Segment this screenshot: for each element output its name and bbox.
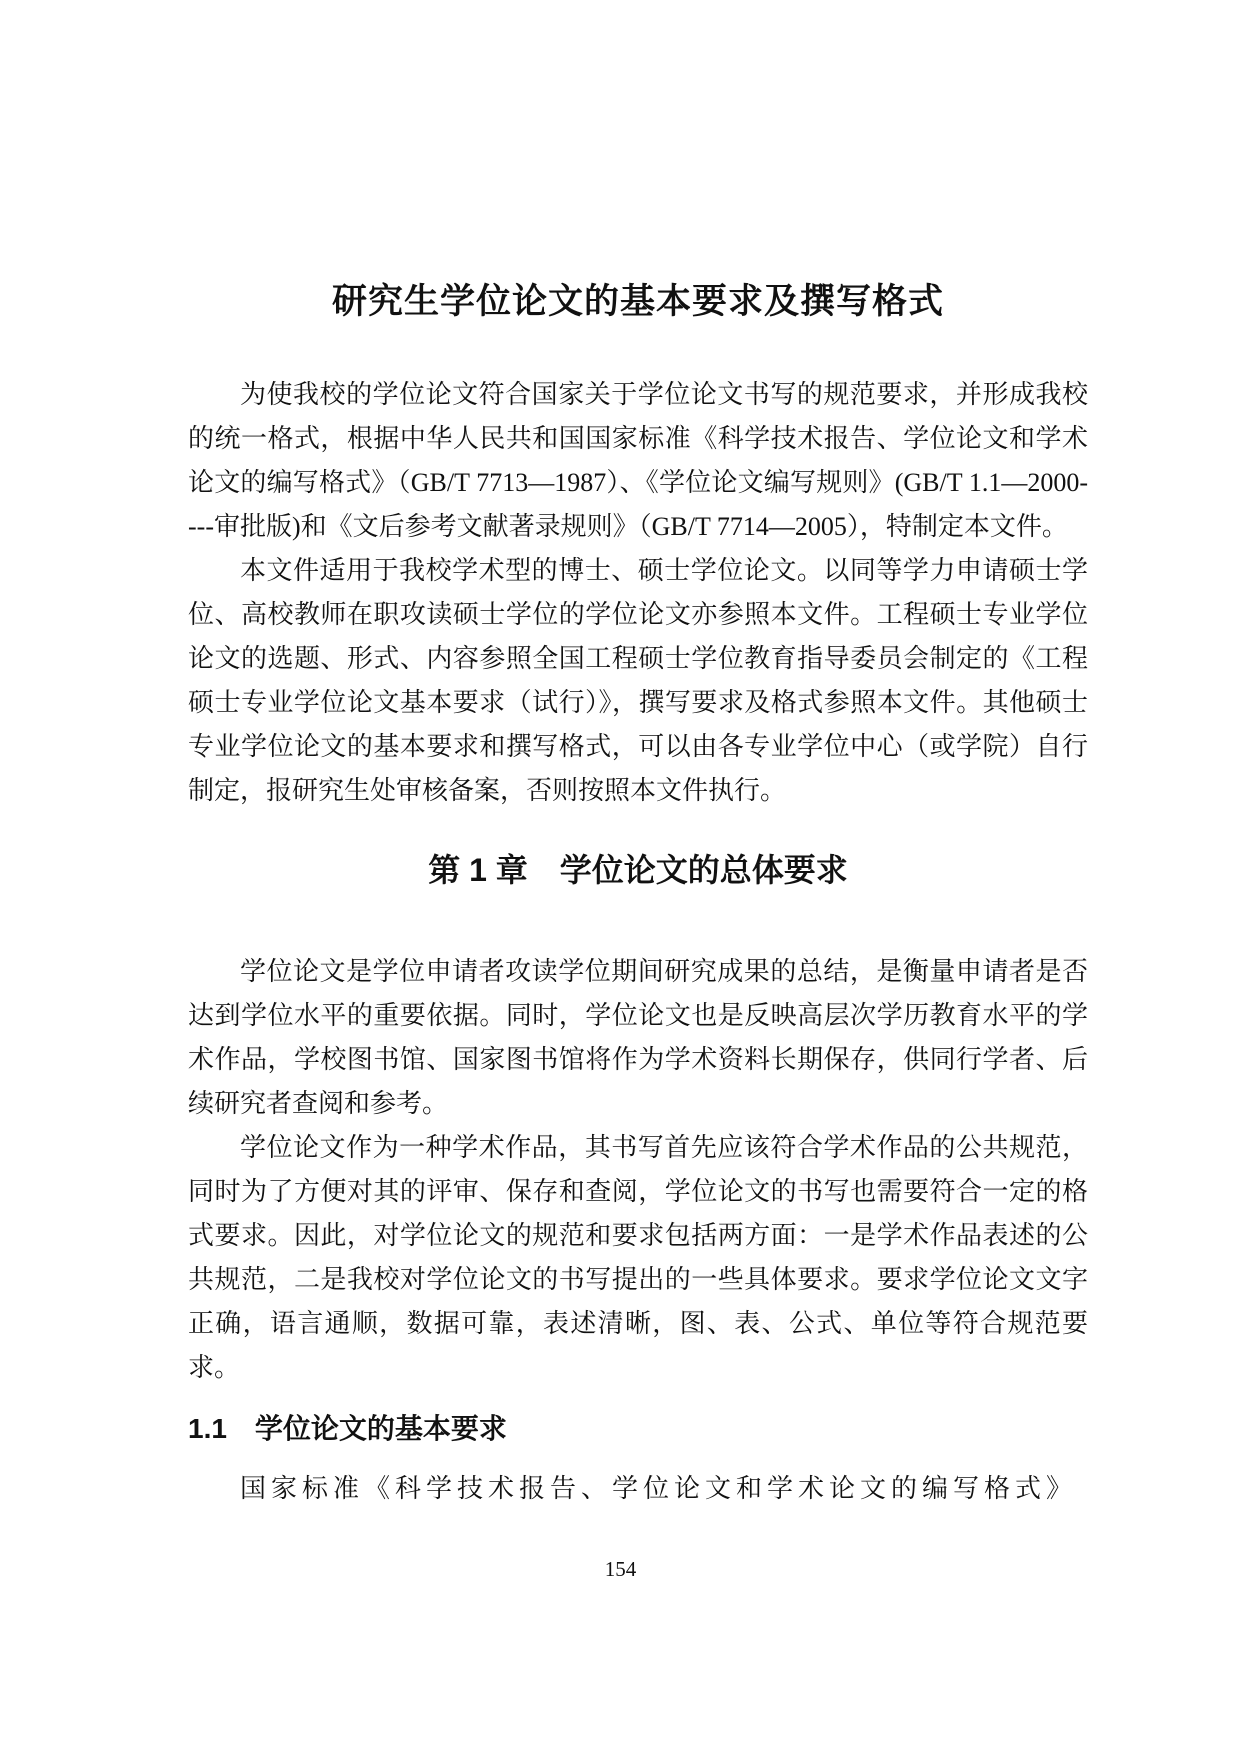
chapter-1-paragraph-2: 学位论文作为一种学术作品，其书写首先应该符合学术作品的公共规范，同时为了方便对其的评审、保存和查阅，学位论文的书写也需要符合一定的格式要求。因此，对学位论文的规范和要求包括两方面：一是学术作品表述的公共规范，二是我校对学位论文的书写提出的一些具体要求。要求学位论文文字正确，语言通顺，数据可靠，表述清晰，图、表、公式、单位等符合规范要求。	[188, 1133, 1088, 1382]
chapter-1-paragraph-1: 学位论文是学位申请者攻读学位期间研究成果的总结，是衡量申请者是否达到学位水平的重要依据。同时，学位论文也是反映高层次学历教育水平的学术作品，学校图书馆、国家图书馆将作为学术资料长期保存，供同行学者、后续研究者查阅和参考。	[188, 957, 1088, 1118]
document-title: 研究生学位论文的基本要求及撰写格式	[331, 282, 944, 321]
section-1-1-heading: 1.1 学位论文的基本要求	[188, 1413, 507, 1444]
intro-paragraph-2: 本文件适用于我校学术型的博士、硕士学位论文。以同等学力申请硕士学位、高校教师在职攻读硕士学位的学位论文亦参照本文件。工程硕士专业学位论文的选题、形式、内容参照全国工程硕士学位教育指导委员会制定的《工程硕士专业学位论文基本要求（试行）》，撰写要求及格式参照本文件。其他硕士专业学位论文的基本要求和撰写格式，可以由各专业学位中心（或学院）自行制定，报研究生处审核备案，否则按照本文件执行。	[188, 556, 1088, 805]
chapter-1-heading: 第 1 章 学位论文的总体要求	[428, 852, 848, 888]
section-1-1-paragraph-1: 国家标准《科学技术报告、学位论文和学术论文的编写格式》	[240, 1474, 1078, 1503]
intro-paragraph-1: 为使我校的学位论文符合国家关于学位论文书写的规范要求，并形成我校的统一格式，根据中华人民共和国国家标准《科学技术报告、学位论文和学术论文的编写格式》（GB/T 7713—1987）、《学位论文编写规则》(GB/T 1.1—2000----审批版)和《文后参考文献著录规则》（GB/T 7714—2005），特制定本文件。	[188, 380, 1088, 541]
page-number: 154	[604, 1557, 637, 1581]
page-content	[188, 0, 1088, 1511]
